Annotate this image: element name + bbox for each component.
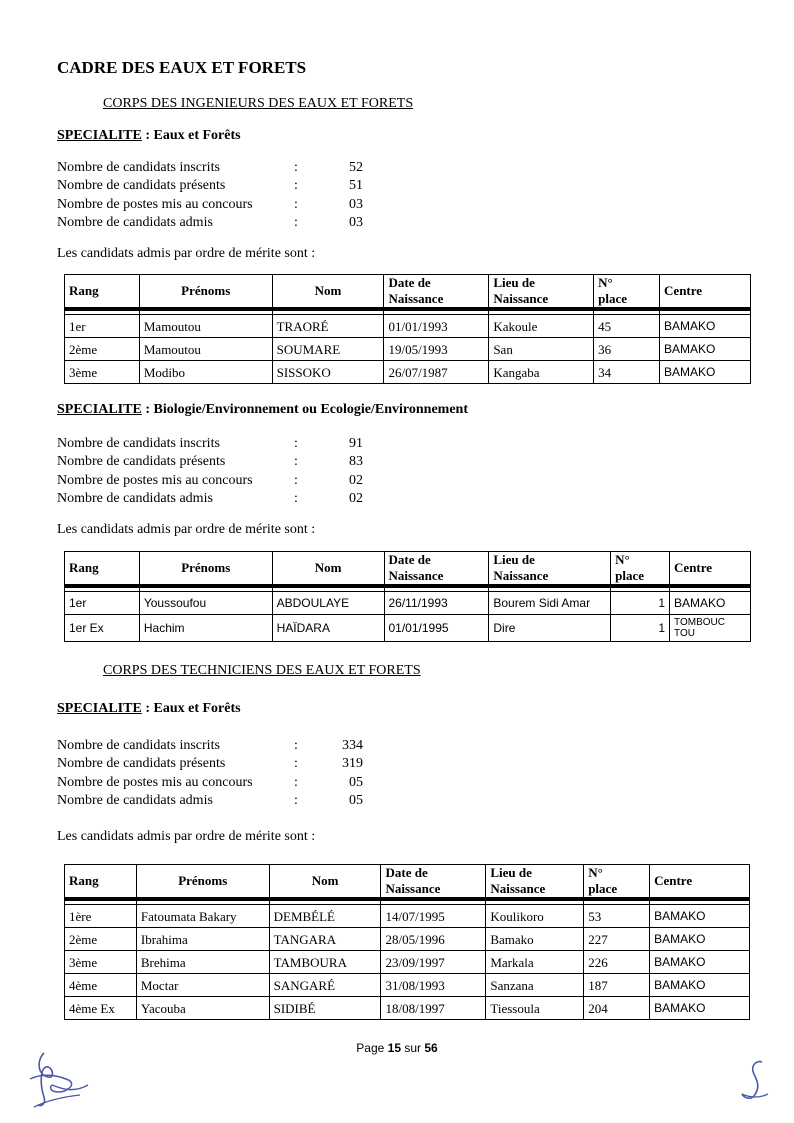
table-row: [65, 361, 751, 384]
stat-value: 91: [349, 436, 363, 451]
stat-value: 334: [342, 738, 363, 753]
cell-place: 53: [584, 905, 650, 928]
cell-centre: BAMAKO: [660, 361, 751, 384]
intro-text: Les candidats admis par ordre de mérite sont :: [57, 829, 316, 844]
cell-lieu: Bourem Sidi Amar: [489, 592, 611, 615]
cell-rang: 4ème: [65, 974, 137, 997]
cell-lieu: Sanzana: [486, 974, 584, 997]
cell-rang: 4ème Ex: [65, 997, 137, 1020]
stat-colon: :: [294, 160, 298, 175]
table-row: [65, 997, 750, 1020]
specialite-value: Eaux et Forêts: [153, 128, 241, 143]
cell-prenoms: Brehima: [136, 951, 269, 974]
stat-label: Nombre de candidats inscrits: [57, 738, 220, 753]
table-header: [65, 865, 750, 900]
table-row: [65, 974, 750, 997]
footer-sur: sur: [404, 1041, 422, 1055]
header-lieu-l2: Naissance: [490, 881, 546, 896]
header-prenoms: Prénoms: [139, 275, 272, 310]
stat-value: 83: [349, 454, 363, 470]
header-prenoms: Prénoms: [139, 552, 272, 587]
header-date: [384, 275, 489, 310]
stat-colon: :: [294, 178, 298, 194]
cell-lieu: Bamako: [486, 928, 584, 951]
specialite-value: Eaux et Forêts: [153, 701, 241, 716]
header-date-l1: Date de: [388, 275, 431, 290]
footer-page-number: 15: [387, 1041, 401, 1055]
cell-nom: TRAORÉ: [272, 315, 384, 338]
stat-label: Nombre de postes mis au concours: [57, 196, 253, 212]
stats-block: [57, 737, 377, 811]
header-centre: Centre: [650, 865, 750, 900]
header-date-l1: Date de: [385, 865, 428, 880]
cell-date: 26/07/1987: [384, 361, 489, 384]
specialite-sep: :: [141, 701, 154, 716]
stat-colon: :: [294, 491, 298, 507]
corps-heading-ingenieurs: CORPS DES INGENIEURS DES EAUX ET FORETS: [103, 96, 414, 111]
table-row: [65, 315, 751, 338]
table-row: [65, 905, 750, 928]
header-lieu: [489, 552, 611, 587]
stat-label: Nombre de candidats admis: [57, 215, 213, 231]
header-place-l2: place: [588, 881, 618, 896]
header-place: [594, 275, 660, 310]
cell-prenoms: Moctar: [136, 974, 269, 997]
header-centre: Centre: [670, 552, 751, 587]
stat-colon: :: [294, 436, 298, 451]
cell-centre: BAMAKO: [650, 997, 750, 1020]
specialite-heading: [57, 402, 468, 418]
cell-lieu: San: [489, 338, 594, 361]
cell-prenoms: Modibo: [139, 361, 272, 384]
cell-lieu: Koulikoro: [486, 905, 584, 928]
stat-value: 02: [349, 491, 363, 507]
header-place-l2: place: [615, 568, 645, 583]
cell-centre: BAMAKO: [650, 974, 750, 997]
cell-date: 01/01/1995: [384, 615, 489, 642]
table-header: [65, 552, 751, 587]
stats-block: [57, 159, 377, 233]
page-footer: [0, 1041, 794, 1055]
cell-rang: 2ème: [65, 928, 137, 951]
cell-date: 18/08/1997: [381, 997, 486, 1020]
header-prenoms: Prénoms: [136, 865, 269, 900]
header-rang: Rang: [65, 552, 140, 587]
specialite-sep: :: [141, 402, 154, 417]
signature-left: [22, 1045, 94, 1113]
header-lieu-l1: Lieu de: [490, 865, 532, 880]
specialite-sep: :: [141, 128, 154, 143]
table-row: [65, 928, 750, 951]
cell-lieu: Tiessoula: [486, 997, 584, 1020]
cell-centre: BAMAKO: [650, 928, 750, 951]
cell-nom: TANGARA: [269, 928, 381, 951]
cell-lieu: Dire: [489, 615, 611, 642]
stat-label: Nombre de candidats présents: [57, 178, 226, 194]
cell-nom: TAMBOURA: [269, 951, 381, 974]
cell-nom: SOUMARE: [272, 338, 384, 361]
cell-prenoms: Youssoufou: [139, 592, 272, 615]
table-header: [65, 275, 751, 310]
cell-place: 226: [584, 951, 650, 974]
header-date: [381, 865, 486, 900]
stat-label: Nombre de candidats inscrits: [57, 436, 220, 451]
results-table: [64, 864, 750, 1020]
stat-colon: :: [294, 196, 298, 212]
stat-label: Nombre de postes mis au concours: [57, 774, 253, 790]
cell-nom: DEMBÉLÉ: [269, 905, 381, 928]
cell-date: 19/05/1993: [384, 338, 489, 361]
cell-rang: 2ème: [65, 338, 140, 361]
header-rang: Rang: [65, 275, 140, 310]
stat-colon: :: [294, 793, 298, 809]
header-lieu: [489, 275, 594, 310]
header-rang: Rang: [65, 865, 137, 900]
header-nom: Nom: [272, 552, 384, 587]
table-row: [65, 338, 751, 361]
cell-centre: BAMAKO: [660, 338, 751, 361]
cell-place: 1: [611, 615, 670, 642]
cell-prenoms: Yacouba: [136, 997, 269, 1020]
stat-label: Nombre de postes mis au concours: [57, 472, 253, 488]
header-date-l2: Naissance: [388, 568, 444, 583]
cell-rang: 1er: [65, 592, 140, 615]
cell-date: 26/11/1993: [384, 592, 489, 615]
stat-label: Nombre de candidats inscrits: [57, 160, 220, 175]
header-place-l2: place: [598, 291, 628, 306]
header-place-l1: N°: [598, 275, 613, 290]
cell-centre: TOMBOUC TOU: [670, 615, 751, 642]
header-centre: Centre: [660, 275, 751, 310]
cell-place: 187: [584, 974, 650, 997]
cell-centre: BAMAKO: [670, 592, 751, 615]
stat-label: Nombre de candidats admis: [57, 793, 213, 809]
signature-right: [736, 1058, 776, 1104]
stat-colon: :: [294, 454, 298, 470]
stat-colon: :: [294, 738, 298, 753]
corps-heading-techniciens: CORPS DES TECHNICIENS DES EAUX ET FORETS: [103, 663, 421, 678]
cell-date: 28/05/1996: [381, 928, 486, 951]
header-nom: Nom: [272, 275, 384, 310]
specialite-heading: [57, 701, 241, 717]
specialite-label: SPECIALITE: [57, 701, 142, 716]
table-row: [65, 615, 751, 642]
header-place: [611, 552, 670, 587]
cell-nom: SISSOKO: [272, 361, 384, 384]
cell-prenoms: Ibrahima: [136, 928, 269, 951]
header-place-l1: N°: [615, 552, 630, 567]
cell-centre: BAMAKO: [650, 905, 750, 928]
cell-place: 204: [584, 997, 650, 1020]
page-title: CADRE DES EAUX ET FORETS: [57, 58, 307, 77]
cell-date: 23/09/1997: [381, 951, 486, 974]
stat-colon: :: [294, 774, 298, 790]
cell-date: 01/01/1993: [384, 315, 489, 338]
cell-date: 31/08/1993: [381, 974, 486, 997]
stat-value: 319: [342, 756, 363, 772]
cell-nom: ABDOULAYE: [272, 592, 384, 615]
intro-text: Les candidats admis par ordre de mérite sont :: [57, 246, 316, 261]
specialite-heading: [57, 128, 241, 144]
stat-value: 03: [349, 215, 363, 231]
stats-block: [57, 435, 377, 509]
footer-page-word: Page: [356, 1041, 385, 1055]
cell-place: 45: [594, 315, 660, 338]
cell-rang: 3ème: [65, 951, 137, 974]
stat-value: 52: [349, 160, 363, 175]
stat-colon: :: [294, 215, 298, 231]
header-lieu-l1: Lieu de: [493, 275, 535, 290]
header-date-l2: Naissance: [388, 291, 444, 306]
cell-centre: BAMAKO: [650, 951, 750, 974]
stat-label: Nombre de candidats présents: [57, 454, 226, 470]
results-table: [64, 274, 751, 384]
stat-value: 02: [349, 472, 363, 488]
footer-page-total: 56: [424, 1041, 438, 1055]
cell-rang: 1er Ex: [65, 615, 140, 642]
stat-colon: :: [294, 472, 298, 488]
stat-label: Nombre de candidats présents: [57, 756, 226, 772]
table-row: [65, 951, 750, 974]
cell-place: 227: [584, 928, 650, 951]
header-lieu-l2: Naissance: [493, 568, 549, 583]
cell-lieu: Kakoule: [489, 315, 594, 338]
stat-value: 05: [349, 793, 363, 809]
stat-value: 51: [349, 178, 363, 194]
cell-lieu: Markala: [486, 951, 584, 974]
header-date: [384, 552, 489, 587]
header-lieu-l2: Naissance: [493, 291, 549, 306]
header-lieu: [486, 865, 584, 900]
cell-nom: SANGARÉ: [269, 974, 381, 997]
stat-colon: :: [294, 756, 298, 772]
header-date-l2: Naissance: [385, 881, 441, 896]
cell-nom: SIDIBÉ: [269, 997, 381, 1020]
header-nom: Nom: [269, 865, 381, 900]
cell-place: 1: [611, 592, 670, 615]
cell-nom: HAÏDARA: [272, 615, 384, 642]
stat-label: Nombre de candidats admis: [57, 491, 213, 507]
table-row: [65, 592, 751, 615]
header-date-l1: Date de: [388, 552, 431, 567]
results-table: [64, 551, 751, 642]
specialite-value: Biologie/Environnement ou Ecologie/Environnement: [153, 402, 468, 417]
specialite-label: SPECIALITE: [57, 402, 142, 417]
specialite-label: SPECIALITE: [57, 128, 142, 143]
stat-value: 05: [349, 774, 363, 790]
cell-place: 36: [594, 338, 660, 361]
cell-rang: 3ème: [65, 361, 140, 384]
intro-text: Les candidats admis par ordre de mérite sont :: [57, 522, 316, 537]
header-lieu-l1: Lieu de: [493, 552, 535, 567]
cell-date: 14/07/1995: [381, 905, 486, 928]
cell-rang: 1er: [65, 315, 140, 338]
cell-place: 34: [594, 361, 660, 384]
cell-prenoms: Hachim: [139, 615, 272, 642]
header-place-l1: N°: [588, 865, 603, 880]
cell-prenoms: Mamoutou: [139, 315, 272, 338]
stat-value: 03: [349, 196, 363, 212]
header-place: [584, 865, 650, 900]
cell-prenoms: Mamoutou: [139, 338, 272, 361]
cell-centre: BAMAKO: [660, 315, 751, 338]
cell-lieu: Kangaba: [489, 361, 594, 384]
cell-rang: 1ère: [65, 905, 137, 928]
cell-prenoms: Fatoumata Bakary: [136, 905, 269, 928]
